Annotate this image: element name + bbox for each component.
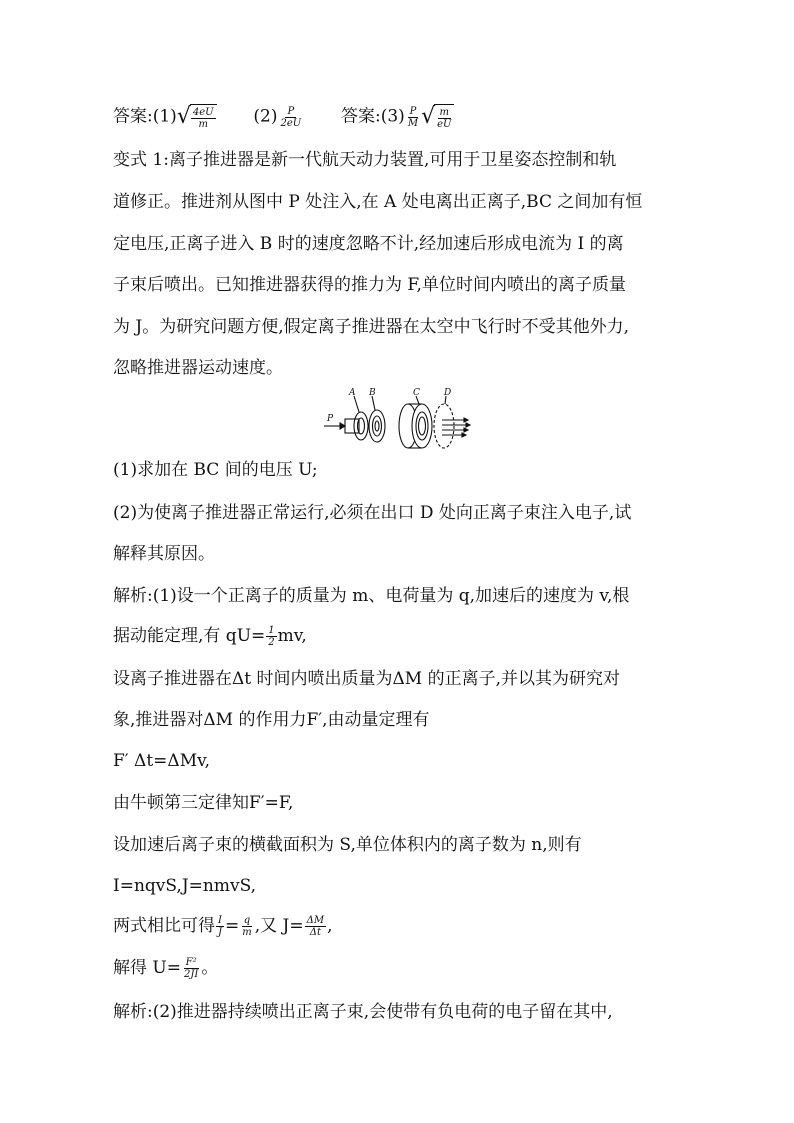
answer-line: [113, 104, 454, 130]
label-a: A: [349, 388, 356, 398]
problem-line-2: 道修正。推进剂从图中 P 处注入,在 A 处电离出正离子,BC 之间加有恒: [113, 192, 643, 212]
solution-2-line-1: 解析:(2)推进器持续喷出正离子束,会使带有负电荷的电子留在其中,: [113, 1002, 613, 1022]
label-c: C: [413, 388, 420, 398]
solution-line-3: 设离子推进器在Δt 时间内喷出质量为ΔM 的正离子,并以其为研究对: [113, 669, 621, 689]
cylinder-c-front: [412, 404, 432, 448]
solution-line-1: 解析:(1)设一个正离子的质量为 m、电荷量为 q,加速后的速度为 v,根: [113, 586, 630, 606]
answer-3-sqrt: √ $\frac{m}{eU}$: [421, 104, 454, 130]
solution-line-7: 设加速后离子束的横截面积为 S,单位体积内的离子数为 n,则有: [113, 835, 582, 855]
ring-d-dashed: [434, 404, 454, 448]
answer-3-fraction: $\frac{P}{M}$: [407, 105, 419, 129]
ratio-dm-dt: $\frac{\Delta M}{\Delta t}$: [306, 915, 325, 938]
half-fraction: $\frac{1}{2}$: [268, 625, 275, 648]
label-d: D: [444, 388, 452, 398]
answer-1-sqrt: √ $\frac{4eU}{m}$: [177, 104, 217, 130]
solution-line-4: 象,推进器对ΔM 的作用力F′,由动量定理有: [113, 710, 430, 730]
problem-line-4: 子束后喷出。已知推进器获得的推力为 F,单位时间内喷出的离子质量: [113, 275, 626, 295]
solution-line-6: 由牛顿第三定律知F′=F,: [113, 793, 294, 813]
result-fraction: $\frac{\text{F²}}{2JI}$: [183, 957, 199, 980]
answer-1-label: 答案:(1): [113, 106, 177, 127]
question-2-line-1: (2)为使离子推进器正常运行,必须在出口 D 处向正离子束注入电子,试: [113, 503, 632, 523]
ring-a: [354, 412, 368, 440]
label-p: P: [327, 414, 334, 424]
question-2-line-2: 解释其原因。: [113, 544, 215, 564]
solution-line-2: 据动能定理,有 qU= $\frac{1}{2}$ mv,: [113, 625, 307, 648]
ratio-q-m: $\frac{q}{m}$: [242, 915, 252, 938]
solution-line-10: 解得 U= $\frac{\text{F²}}{2JI}$ 。: [113, 957, 219, 980]
answer-3-label: 答案:(3): [341, 106, 405, 127]
label-b: B: [369, 388, 376, 398]
ring-b-core: [375, 421, 379, 431]
ion-thruster-figure: [322, 385, 472, 451]
solution-line-5: F′ Δt=ΔMv,: [113, 751, 211, 771]
problem-line-5: 为 J。为研究问题方便,假定离子推进器在太空中飞行时不受其他外力,: [113, 317, 630, 337]
answer-1-fraction: $\frac{4eU}{m}$: [192, 107, 214, 130]
problem-line-6: 忽略推进器运动速度。: [113, 358, 283, 378]
ring-b-inner: [373, 416, 382, 436]
tube-a: [345, 419, 359, 433]
ratio-i-j: $\frac{I}{J}$: [218, 915, 223, 938]
solution-line-9: 两式相比可得 $\frac{I}{J}$ = $\frac{q}{m}$ ,又 J= $\frac{\Delta M}{\Delta t}$ ,: [113, 915, 333, 938]
answer-2-label: (2): [253, 106, 278, 127]
injection-arrowhead: [340, 423, 345, 429]
question-1: (1)求加在 BC 间的电压 U;: [113, 460, 318, 480]
problem-line-3: 定电压,正离子进入 B 时的速度忽略不计,经加速后形成电流为 I 的离: [113, 234, 624, 254]
solution-line-8: I=nqvS,J=nmvS,: [113, 876, 257, 896]
problem-line-1: 变式 1:离子推进器是新一代航天动力装置,可用于卫星姿态控制和轨: [113, 150, 617, 170]
answer-2-fraction: $\frac{P}{2eU}$: [280, 105, 302, 129]
ring-b: [369, 410, 385, 442]
